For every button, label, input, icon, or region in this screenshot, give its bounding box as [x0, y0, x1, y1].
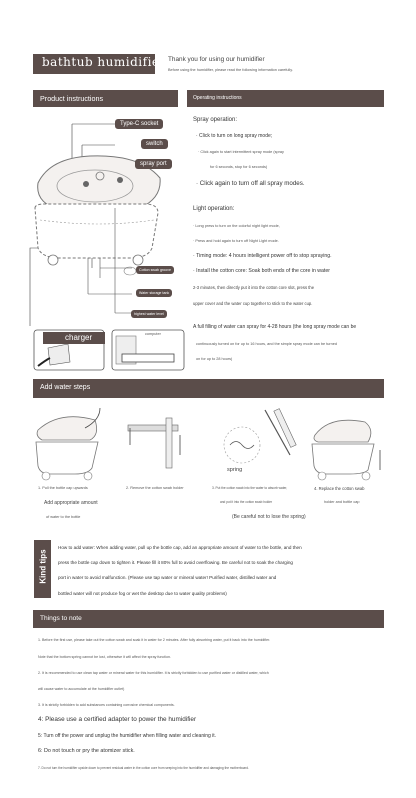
- step-3-sub: and put it into the cotton swab holder: [220, 500, 273, 504]
- operating-title: Operating instructions: [193, 95, 242, 101]
- step-1-sub: Add appropriate amount: [44, 500, 98, 506]
- step-2-caption: 2. Remove the cotton swab holder: [126, 486, 184, 490]
- light-line-4: · Install the cotton core: Soak both ends of the core in water: [193, 268, 330, 274]
- note-1b: Note that the bottom spring cannot be lost, otherwise it will affect the spray function.: [38, 655, 171, 659]
- label-highest-water-level: highest water level: [131, 310, 167, 318]
- light-line-6: upper cover and the water cup together to stick to the water cup.: [193, 301, 313, 306]
- header-subtitle: Before using the humidifier, please read the following information carefully.: [168, 68, 293, 72]
- spray-line-1: · Click to turn on long spray mode;: [196, 133, 273, 139]
- step-1-caption: 1. Pull the bottle cap upwards: [38, 486, 88, 490]
- step-4-caption: 4. Replace the cotton swab: [314, 486, 365, 491]
- note-1: 1. Before the first use, please take out the cotton swab and soak it in water for 2 minutes. After fully absorbing water, put it back into the humidifier.: [38, 638, 271, 642]
- note-7: 7. Do not turn the humidifier upside down to prevent residual water in the cotton core from seeping into the humidifier and damaging the motherboard.: [38, 766, 249, 770]
- things-to-note-title: Things to note: [40, 615, 82, 622]
- add-water-diagrams: [30, 400, 390, 480]
- note-2b: will cause water to accumulate at the humidifier outlet): [38, 687, 125, 691]
- things-to-note-bar: [33, 610, 384, 628]
- product-instructions-title: Product instructions: [40, 94, 104, 103]
- light-line-1: · Long press to turn on the colorful night light mode,: [193, 224, 280, 228]
- add-water-title: Add water steps: [40, 384, 91, 391]
- note-6: 6: Do not touch or pry the atomizer stick.: [38, 748, 135, 754]
- light-line-3: · Timing mode: 4 hours intelligent power off to stop spraying.: [193, 253, 332, 259]
- step-3-caption: 3. Put the cotton swab into the water to absorb water,: [212, 486, 288, 490]
- note-2: 2. It is recommended to use clean tap water or mineral water for this humidifier. It is strictly forbidden to use purified water or distilled water, which: [38, 671, 269, 675]
- tips-line-3: port in water to avoid malfunction. (Please use tap water or mineral water! Purified water, distilled water and: [58, 575, 277, 580]
- product-name-text: bathtub humidifier: [42, 55, 166, 69]
- kind-tips-text: Kind tips: [38, 549, 48, 584]
- charger-text: charger: [65, 333, 93, 342]
- light-line-5: 2-3 minutes, then directly put it into the cotton core slot, press the: [193, 285, 315, 290]
- step-4-sub: holder and bottle cap: [324, 500, 360, 504]
- full-line-2: continuously turned on for up to 16 hours, and the simple spray mode can be turned: [196, 342, 337, 346]
- step-1-sub2: of water to the bottle: [46, 515, 81, 519]
- note-5: 5: Turn off the power and unplug the humidifier when filling water and cleaning it.: [38, 733, 217, 739]
- label-switch: switch: [141, 139, 168, 149]
- spring-label: spring: [227, 467, 243, 473]
- spray-operation-title: Spray operation:: [193, 117, 238, 123]
- spray-line-3: for 6 seconds, stop for 6 seconds): [210, 165, 268, 169]
- full-line-1: A full filling of water can spray for 4-28 hours (the long spray mode can be: [193, 324, 357, 330]
- label-cotton-swab-groove: Cotton swab groove: [136, 266, 174, 274]
- spray-line-2: · Click again to start intermittent spray mode (spray: [198, 150, 284, 154]
- light-line-2: · Press and hold again to turn off Night Light mode.: [193, 239, 279, 243]
- note-3: 3. It is strictly forbidden to add substances containing corrosive chemical components.: [38, 703, 175, 707]
- tips-line-4: bottled water will not produce fog or wet the desktop due to water quality problems): [58, 591, 227, 596]
- spring-note: (Be careful not to lose the spring): [232, 514, 306, 520]
- tips-line-2: press the bottle cap down to tighten it. Please fill it 80% full to avoid overflowing. Be careful not to soak the charging: [58, 560, 293, 565]
- label-typec-socket: Type-C socket: [115, 119, 163, 129]
- note-4: 4: Please use a certified adapter to power the humidifier: [38, 716, 197, 723]
- label-water-storage-tank: Water storage tank: [136, 289, 172, 297]
- tips-line-1: How to add water: When adding water, pull up the bottle cap, add an appropriate amount of water to the bottle, and then: [58, 545, 302, 550]
- computer-text: computer: [145, 332, 161, 336]
- light-operation-title: Light operation:: [193, 206, 235, 212]
- thanks-heading: Thank you for using our humidifier: [168, 56, 265, 63]
- label-spray-port: spray port: [135, 159, 172, 169]
- spray-line-4: · Click again to turn off all spray modes.: [196, 180, 305, 187]
- full-line-3: on for up to 28 hours): [196, 357, 233, 361]
